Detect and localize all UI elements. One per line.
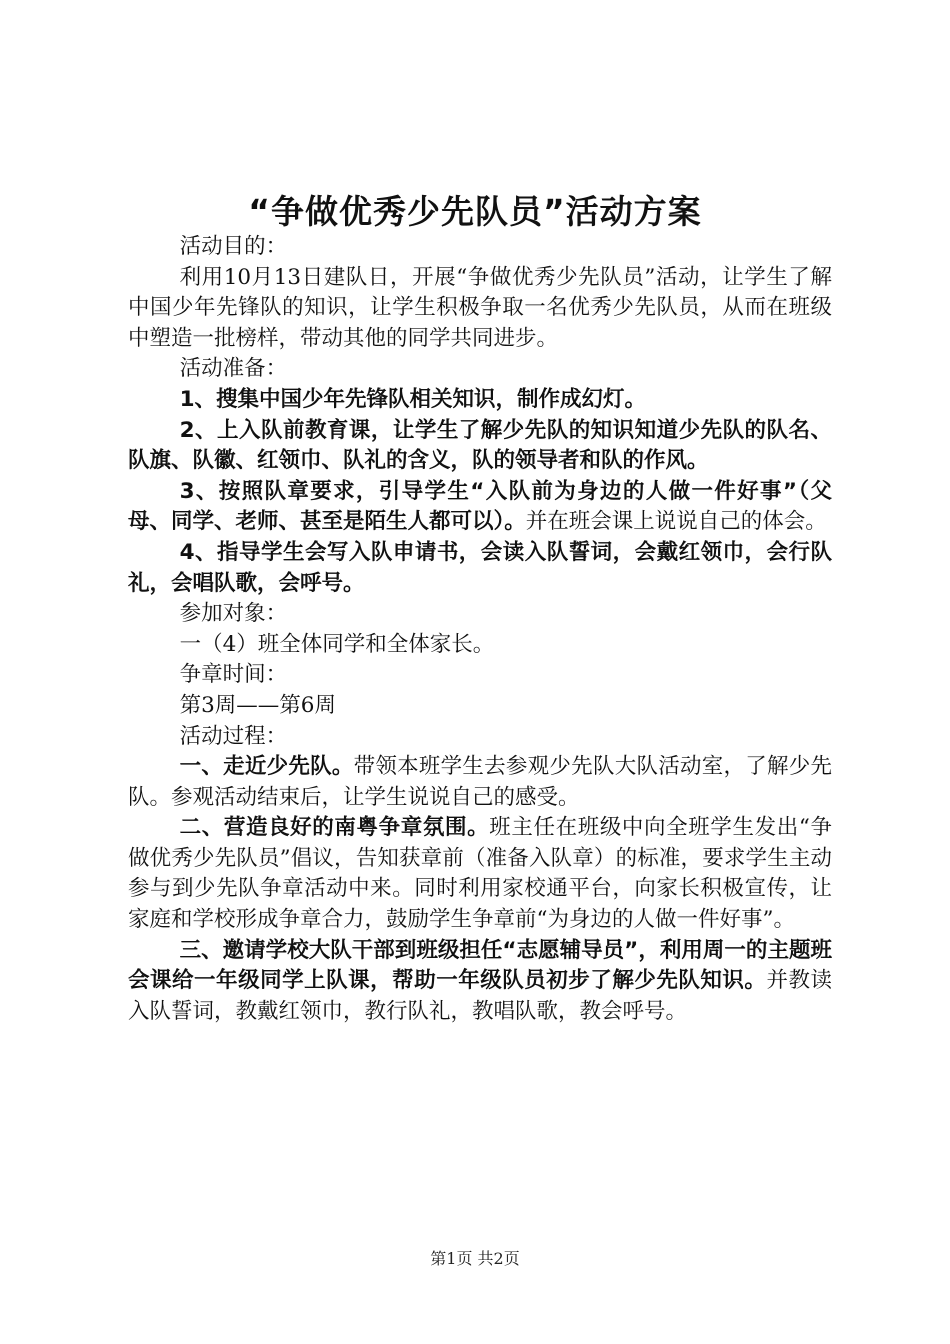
process-step-3-bold: 三、邀请学校大队干部到班级担任“志愿辅导员”，利用周一的主题班会课给一年级同学上队课，帮助一年级队员初步了解少先队知识。 (128, 937, 832, 994)
process-step-2-rest: 班主任在班级中向全班学生发出“争做优秀少先队员”倡议，告知获章前（准备入队章）的标准，要求学生主动参与到少先队争章活动中来。同时利用家校通平台，向家长积极宣传，让家庭和学校形成争章合力，鼓励学生争章前“为身边的人做一件好事”。 (128, 815, 832, 933)
participants-heading: 参加对象： (179, 601, 288, 627)
prep-item-2: 2、上入队前教育课，让学生了解少先队的知识知道少先队的队名、队旗、队徽、红领巾、队礼的含义，队的领导者和队的作风。 (128, 417, 832, 474)
prep-item-3-bold: 3、按照队章要求，引导学生“入队前为身边的人做一件好事”（父母、同学、老师、甚至是陌生人都可以）。 (128, 478, 832, 535)
process-step-3-rest: 并教读入队誓词，教戴红领巾，教行队礼，教唱队歌，教会呼号。 (128, 968, 832, 1024)
process-step-1-bold: 一、走近少先队。 (179, 754, 354, 780)
prep-heading: 活动准备： (179, 356, 288, 382)
prep-item-1: 1、搜集中国少年先锋队相关知识，制作成幻灯。 (179, 386, 647, 412)
process-step-3 (128, 936, 832, 1028)
prep-item-4: 4、指导学生会写入队申请书，会读入队誓词，会戴红领巾，会行队礼，会唱队歌，会呼号。 (128, 539, 832, 596)
time-text: 第3周——第6周 (179, 692, 336, 718)
process-heading: 活动过程： (179, 723, 288, 749)
process-step-1-rest: 带领本班学生去参观少先队大队活动室，了解少先队。参观活动结束后，让学生说说自己的感受。 (128, 754, 832, 810)
document-title: “争做优秀少先队员”活动方案 (248, 192, 702, 231)
process-step-2-bold: 二、营造良好的南粤争章氛围。 (179, 815, 490, 841)
process-step-2 (128, 813, 832, 935)
page-footer: 第1页 共2页 (430, 1249, 520, 1268)
prep-item-3 (128, 477, 832, 538)
process-step-1 (128, 752, 832, 813)
purpose-heading: 活动目的： (179, 234, 288, 259)
prep-item-3-rest: 并在班会课上说说自己的体会。 (525, 509, 827, 535)
purpose-paragraph: 利用10月13日建队日，开展“争做优秀少先队员”活动，让学生了解中国少年先锋队的知识，让学生积极争取一名优秀少先队员，从而在班级中塑造一批榜样，带动其他的同学共同进步。 (128, 264, 832, 351)
document-body (128, 232, 832, 1027)
time-heading: 争章时间： (179, 662, 288, 688)
participants-text: 一（4）班全体同学和全体家长。 (179, 631, 495, 657)
